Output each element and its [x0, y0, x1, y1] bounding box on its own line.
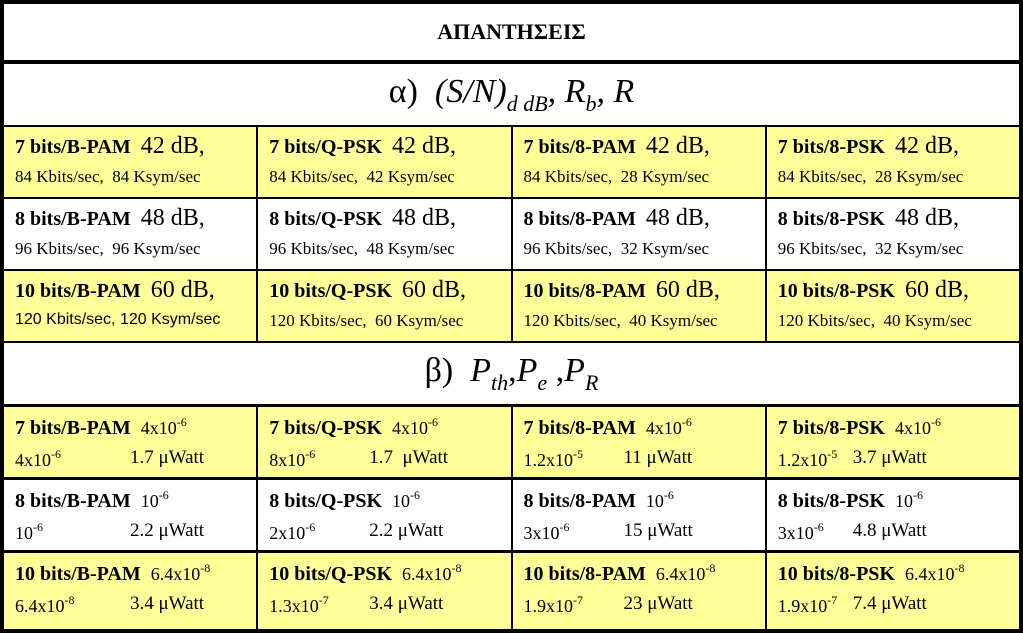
- modulation-label: 10 bits/8-PAM: [523, 280, 646, 302]
- table-cell: [258, 407, 510, 477]
- table-cell: [258, 271, 510, 341]
- pth-value: [140, 488, 169, 511]
- pr-value: 1.7 μWatt: [130, 447, 205, 468]
- rates-text: 96 Kbits/sec, 32 Ksym/sec: [777, 239, 964, 258]
- table-cell: [767, 127, 1019, 197]
- section-a-header: [4, 64, 1019, 125]
- pe-base: 1.3x10: [269, 596, 319, 616]
- pr-value: 3.4 μWatt: [369, 593, 444, 614]
- table-cell: [4, 199, 256, 269]
- table-cell: [767, 199, 1019, 269]
- snr-value: 48 dB,: [140, 205, 205, 231]
- pe-exponent: -5: [573, 447, 583, 461]
- snr-value: 60 dB,: [905, 277, 970, 303]
- pr-value: 7.4 μWatt: [852, 593, 927, 614]
- cell-line-1: [15, 277, 215, 304]
- pth-value: [645, 415, 692, 438]
- cell-line-1: [778, 488, 923, 513]
- modulation-label: 10 bits/B-PAM: [15, 563, 141, 585]
- pth-value: [645, 488, 674, 511]
- snr-value: 48 dB,: [895, 205, 960, 231]
- cell-line-2: [15, 593, 245, 617]
- modulation-label: 10 bits/8-PSK: [777, 563, 895, 585]
- pth-base: 6.4x10: [402, 564, 452, 584]
- pth-value: [140, 415, 187, 438]
- section-b-sub-r: R: [584, 369, 599, 395]
- section-a-sn: (S/N): [434, 72, 507, 110]
- table-cell: [513, 271, 765, 341]
- modulation-label: 7 bits/8-PSK: [777, 136, 885, 158]
- section-a-sub-b: b: [585, 90, 597, 116]
- pe-base: 1.9x10: [523, 596, 573, 616]
- snr-value: 42 dB,: [895, 133, 960, 159]
- section-b-sub-th: th: [491, 369, 509, 395]
- pth-exponent: -8: [451, 561, 462, 575]
- table-cell: [4, 271, 256, 341]
- modulation-label: 10 bits/Q-PSK: [269, 563, 393, 585]
- table-row: [4, 199, 1019, 269]
- cell-line-1: [15, 561, 210, 586]
- table-row: [4, 271, 1019, 341]
- table-cell: [4, 553, 256, 629]
- modulation-label: 7 bits/8-PSK: [777, 417, 885, 439]
- pr-value: 11 μWatt: [623, 447, 693, 468]
- pe-exponent: -5: [827, 447, 838, 461]
- pe-value: [523, 520, 570, 543]
- pe-base: 8x10: [269, 450, 306, 470]
- answers-table: [4, 4, 1019, 629]
- rates-text: 96 Kbits/sec, 48 Ksym/sec: [269, 239, 455, 258]
- cell-line-1: [269, 277, 466, 304]
- cell-line-2: [269, 520, 499, 544]
- pth-base: 6.4x10: [655, 564, 706, 584]
- pth-exponent: -8: [954, 561, 965, 575]
- snr-value: 60 dB,: [150, 277, 215, 303]
- modulation-label: 8 bits/Q-PSK: [269, 490, 383, 512]
- pr-value: 1.7 μWatt: [369, 447, 449, 468]
- section-a-prefix: α): [388, 72, 418, 110]
- pth-base: 4x10: [392, 418, 429, 438]
- cell-line-1: [269, 488, 420, 513]
- snr-value: 48 dB,: [645, 205, 710, 231]
- cell-line-1: [524, 205, 710, 232]
- cell-line-2: [15, 520, 245, 544]
- cell-line-1: [269, 205, 456, 232]
- rates-text: 84 Kbits/sec, 28 Ksym/sec: [777, 167, 964, 186]
- pr-value: 23 μWatt: [623, 593, 693, 614]
- section-a-rb: , R: [547, 72, 586, 110]
- table-cell: [4, 127, 256, 197]
- pe-base: 6.4x10: [15, 596, 65, 616]
- section-b-prefix: β): [424, 351, 454, 389]
- rates-text: 84 Kbits/sec, 84 Ksym/sec: [15, 167, 201, 186]
- cell-line-1: [15, 415, 187, 440]
- modulation-label: 10 bits/8-PSK: [777, 280, 895, 302]
- pe-exponent: -6: [305, 447, 316, 461]
- pr-value: 2.2 μWatt: [130, 520, 205, 541]
- cell-line-2: [778, 447, 1008, 471]
- pth-exponent: -6: [410, 488, 421, 502]
- rates-text: 120 Kbits/sec, 120 Ksym/sec: [15, 311, 221, 328]
- modulation-label: 7 bits/Q-PSK: [269, 136, 383, 158]
- pe-value: [15, 520, 43, 543]
- cell-line-1: [524, 561, 716, 586]
- pth-value: [402, 561, 462, 584]
- modulation-label: 10 bits/Q-PSK: [269, 280, 393, 302]
- table-cell: [4, 407, 256, 477]
- pth-base: 4x10: [895, 418, 931, 438]
- pr-value: 2.2 μWatt: [369, 520, 444, 541]
- cell-line-1: [269, 561, 461, 586]
- pe-base: 3x10: [523, 523, 560, 543]
- pth-exponent: -6: [913, 488, 923, 502]
- pe-exponent: -7: [318, 593, 329, 607]
- cell-line-1: [524, 415, 692, 440]
- cell-line-1: [524, 277, 720, 304]
- pe-base: 1.2x10: [777, 450, 828, 470]
- section-a-sub-ddb: d dB: [506, 90, 548, 116]
- pe-base: 1.9x10: [777, 596, 828, 616]
- section-b-p-th: P: [470, 351, 491, 389]
- pe-exponent: -6: [813, 520, 824, 534]
- table-row: [4, 553, 1019, 629]
- cell-line-1: [778, 133, 959, 160]
- rates-text: 96 Kbits/sec, 96 Ksym/sec: [15, 239, 201, 258]
- pth-base: 10: [645, 491, 664, 511]
- pr-value: 3.7 μWatt: [852, 447, 927, 468]
- section-b-p-r: P: [564, 351, 585, 389]
- cell-line-1: [524, 133, 710, 160]
- snr-value: 42 dB,: [140, 133, 205, 159]
- pe-base: 10: [15, 523, 33, 543]
- cell-line-1: [778, 205, 959, 232]
- modulation-label: 8 bits/8-PAM: [523, 490, 636, 512]
- pth-base: 10: [392, 491, 411, 511]
- section-b-sub-e: e: [537, 369, 548, 395]
- pe-exponent: -6: [51, 447, 61, 461]
- modulation-label: 8 bits/Q-PSK: [269, 208, 383, 230]
- pe-base: 1.2x10: [523, 450, 573, 470]
- snr-value: 42 dB,: [392, 133, 457, 159]
- pe-exponent: -8: [64, 593, 75, 607]
- table-title: ΑΠΑΝΤΗΣΕΙΣ: [437, 19, 586, 44]
- table-cell: [258, 553, 510, 629]
- table-title-row: [4, 4, 1019, 60]
- modulation-label: 7 bits/8-PAM: [523, 136, 636, 158]
- table-cell: [767, 553, 1019, 629]
- pth-value: [150, 561, 211, 584]
- cell-line-2: [524, 447, 754, 471]
- pth-value: [895, 488, 923, 511]
- snr-value: 42 dB,: [645, 133, 710, 159]
- pe-exponent: -6: [33, 520, 43, 534]
- pth-exponent: -6: [663, 488, 674, 502]
- snr-value: 60 dB,: [402, 277, 467, 303]
- modulation-label: 10 bits/8-PAM: [523, 563, 646, 585]
- modulation-label: 8 bits/B-PAM: [15, 490, 131, 512]
- pe-value: [269, 520, 316, 543]
- rates-text: 120 Kbits/sec, 60 Ksym/sec: [269, 311, 464, 330]
- pth-base: 6.4x10: [150, 564, 201, 584]
- table-cell: [513, 553, 765, 629]
- modulation-label: 8 bits/B-PAM: [15, 208, 131, 230]
- rates-text: 84 Kbits/sec, 28 Ksym/sec: [523, 167, 710, 186]
- cell-line-1: [15, 133, 205, 160]
- table-cell: [258, 480, 510, 550]
- pth-value: [392, 415, 439, 438]
- pth-value: [905, 561, 965, 584]
- section-a-title: [389, 73, 634, 117]
- pe-base: 3x10: [777, 523, 814, 543]
- pe-base: 2x10: [269, 523, 306, 543]
- table-cell: [767, 407, 1019, 477]
- table-cell: [513, 480, 765, 550]
- pth-exponent: -8: [705, 561, 716, 575]
- rates-text: 120 Kbits/sec, 40 Ksym/sec: [777, 311, 972, 330]
- table-cell: [513, 199, 765, 269]
- pth-exponent: -6: [158, 488, 169, 502]
- pth-base: 4x10: [140, 418, 177, 438]
- modulation-label: 8 bits/8-PSK: [777, 490, 885, 512]
- pe-value: [15, 447, 61, 470]
- pe-value: [269, 447, 316, 470]
- pe-exponent: -7: [827, 593, 838, 607]
- pe-value: [777, 593, 838, 616]
- modulation-label: 7 bits/B-PAM: [15, 417, 131, 439]
- pe-value: [15, 593, 75, 616]
- modulation-label: 7 bits/8-PAM: [523, 417, 636, 439]
- rates-text: 96 Kbits/sec, 32 Ksym/sec: [523, 239, 710, 258]
- table-cell: [258, 127, 510, 197]
- cell-line-2: [15, 447, 245, 471]
- snr-value: 60 dB,: [655, 277, 720, 303]
- modulation-label: 8 bits/8-PSK: [777, 208, 885, 230]
- pe-value: [777, 520, 824, 543]
- pth-value: [895, 415, 941, 438]
- pth-value: [655, 561, 716, 584]
- pth-base: 10: [895, 491, 913, 511]
- pth-base: 10: [140, 491, 159, 511]
- cell-line-1: [15, 205, 205, 232]
- table-row: [4, 127, 1019, 197]
- pth-value: [392, 488, 421, 511]
- cell-line-1: [269, 415, 438, 440]
- pth-base: 4x10: [645, 418, 682, 438]
- table-cell: [258, 199, 510, 269]
- pth-exponent: -6: [681, 415, 692, 429]
- pe-exponent: -7: [573, 593, 583, 607]
- pe-exponent: -6: [305, 520, 316, 534]
- cell-line-2: [269, 447, 499, 471]
- pe-exponent: -6: [559, 520, 570, 534]
- section-b-title: β) $P_{th},P_e$ $,P_R$: [424, 351, 599, 395]
- pth-base: 6.4x10: [905, 564, 955, 584]
- pr-value: 3.4 μWatt: [130, 593, 205, 614]
- pth-exponent: -6: [428, 415, 439, 429]
- pe-value: [269, 593, 329, 616]
- section-b-p-e: P: [516, 351, 538, 389]
- modulation-label: 7 bits/Q-PSK: [269, 417, 383, 439]
- pe-value: [523, 447, 584, 470]
- rates-text: 84 Kbits/sec, 42 Ksym/sec: [269, 167, 455, 186]
- table-cell: [4, 480, 256, 550]
- pe-base: 4x10: [15, 450, 51, 470]
- modulation-label: 10 bits/B-PAM: [15, 280, 141, 302]
- rates-text: 120 Kbits/sec, 40 Ksym/sec: [523, 311, 718, 330]
- cell-line-1: [15, 488, 169, 513]
- cell-line-1: [524, 488, 674, 513]
- pe-value: [777, 447, 838, 470]
- pth-exponent: -8: [200, 561, 211, 575]
- cell-line-2: [778, 520, 1008, 544]
- cell-line-2: [524, 520, 754, 544]
- table-cell: [767, 480, 1019, 550]
- cell-line-2: [524, 593, 754, 617]
- pth-exponent: -6: [931, 415, 941, 429]
- table-row: [4, 407, 1019, 477]
- pr-value: 15 μWatt: [623, 520, 693, 541]
- pth-exponent: -6: [176, 415, 187, 429]
- section-b-header: [4, 343, 1019, 404]
- table-row: [4, 480, 1019, 550]
- cell-line-1: [269, 133, 456, 160]
- cell-line-1: [778, 415, 941, 440]
- section-a-r: , R: [596, 72, 635, 110]
- pe-value: [523, 593, 584, 616]
- cell-line-1: [778, 561, 965, 586]
- cell-line-1: [778, 277, 969, 304]
- table-cell: [767, 271, 1019, 341]
- cell-line-2: [778, 593, 1008, 617]
- pr-value: 4.8 μWatt: [852, 520, 927, 541]
- table-cell: [513, 407, 765, 477]
- snr-value: 48 dB,: [392, 205, 457, 231]
- cell-line-2: [269, 593, 499, 617]
- table-cell: [513, 127, 765, 197]
- modulation-label: 7 bits/B-PAM: [15, 136, 131, 158]
- modulation-label: 8 bits/8-PAM: [523, 208, 636, 230]
